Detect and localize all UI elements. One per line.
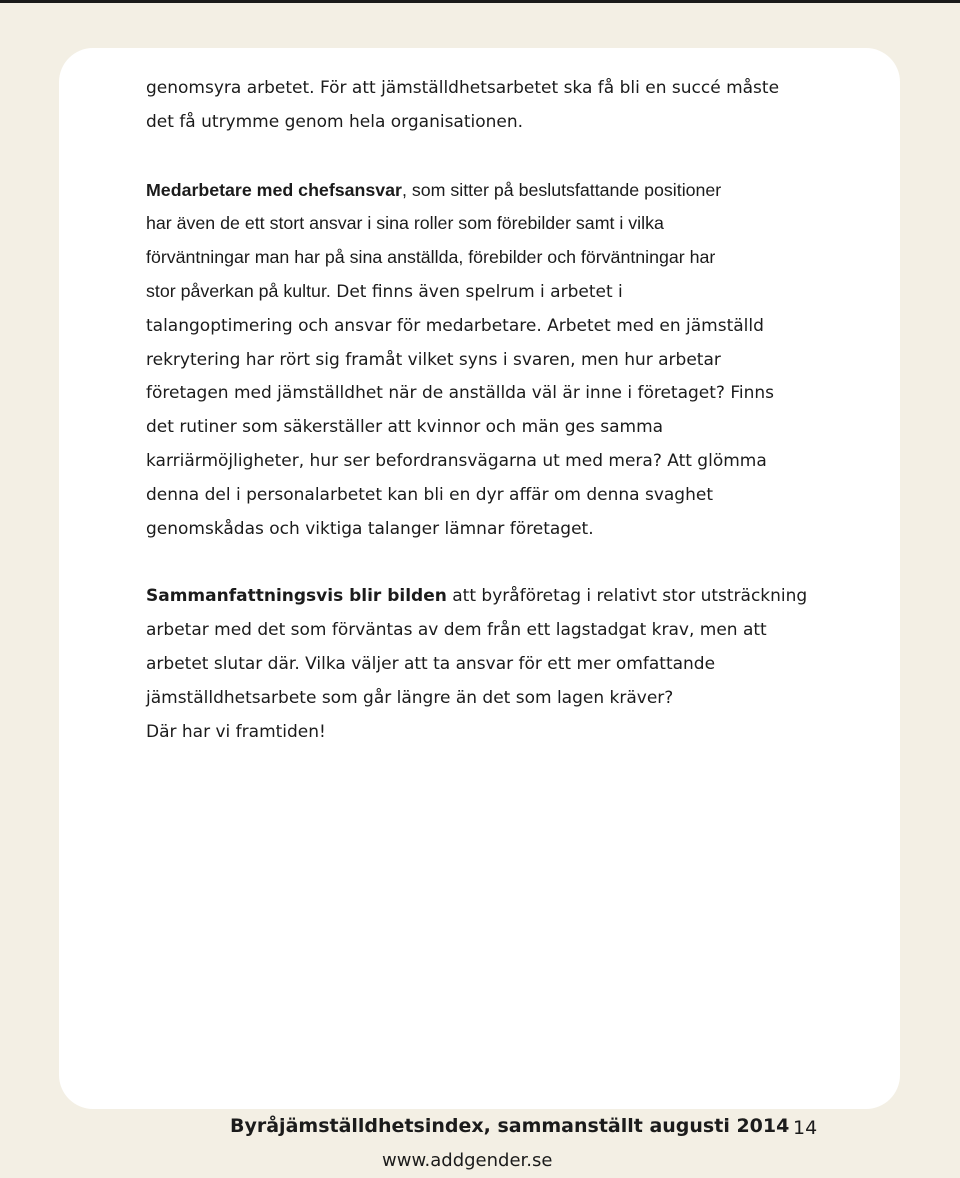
paragraph-spacer xyxy=(146,140,836,174)
text-run: stor påverkan på kultur. xyxy=(146,280,331,301)
paragraph-spacer xyxy=(146,546,836,580)
text-line: förväntningar man har på sina anställda, förebilder och förväntningar har xyxy=(146,247,716,268)
text-line: karriärmöjligheter, hur ser befordransvägarna ut med mera? Att glömma xyxy=(146,450,767,471)
paragraph-3 xyxy=(146,580,836,749)
text-line: rekrytering har rört sig framåt vilket syns i svaren, men hur arbetar xyxy=(146,349,721,370)
body-text xyxy=(146,72,836,749)
text-line: arbetet slutar där. Vilka väljer att ta ansvar för ett mer omfattande xyxy=(146,653,716,674)
text-line: det få utrymme genom hela organisationen. xyxy=(146,111,524,132)
text-line: har även de ett stort ansvar i sina roller som förebilder samt i vilka xyxy=(146,213,664,234)
top-rule xyxy=(0,0,960,3)
text-line: företagen med jämställdhet när de anställda väl är inne i företaget? Finns xyxy=(146,383,775,404)
text-line xyxy=(146,275,836,310)
text-line xyxy=(146,174,836,208)
emphasis-lead: Medarbetare med chefsansvar xyxy=(146,179,402,200)
text-line: genomskådas och viktiga talanger lämnar företaget. xyxy=(146,518,594,539)
text-run: , som sitter på beslutsfattande positioner xyxy=(401,179,722,200)
text-line: denna del i personalarbetet kan bli en dyr affär om denna svaghet xyxy=(146,484,714,505)
emphasis-lead: Sammanfattningsvis blir bilden xyxy=(146,586,447,607)
text-line: jämställdhetsarbete som går längre än det som lagen kräver? xyxy=(146,687,674,708)
text-line: det rutiner som säkerställer att kvinnor och män ges samma xyxy=(146,417,664,438)
footer-title: Byråjämställdhetsindex, sammanställt augusti 2014 xyxy=(230,1115,790,1137)
text-line: Där har vi framtiden! xyxy=(146,721,326,742)
text-line xyxy=(146,580,836,614)
text-line: genomsyra arbetet. För att jämställdhetsarbetet ska få bli en succé måste xyxy=(146,78,780,98)
page-number: 14 xyxy=(793,1117,818,1139)
footer-url: www.addgender.se xyxy=(382,1150,553,1171)
text-line: arbetar med det som förväntas av dem från ett lagstadgat krav, men att xyxy=(146,620,767,641)
paragraph-1 xyxy=(146,72,836,140)
paragraph-2 xyxy=(146,174,836,547)
text-run: Det finns även spelrum i arbetet i xyxy=(330,281,623,302)
text-run: att byråföretag i relativt stor utsträckning xyxy=(446,586,808,607)
text-line: talangoptimering och ansvar för medarbetare. Arbetet med en jämställd xyxy=(146,315,764,336)
